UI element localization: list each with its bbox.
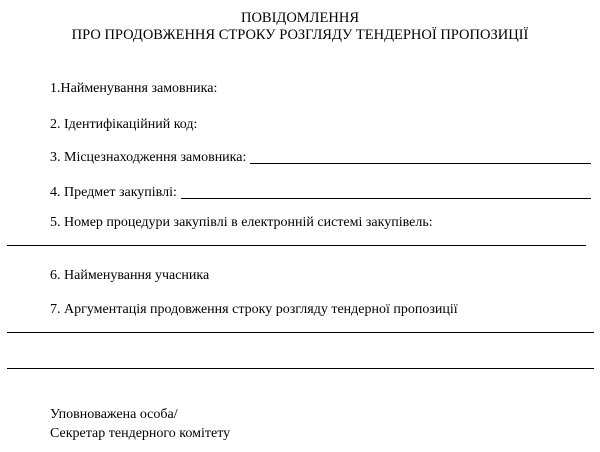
field-identification-code-label: 2. Ідентифікаційний код: <box>50 117 198 132</box>
field-procurement-subject-label: 4. Предмет закупівлі: <box>50 185 177 200</box>
field-customer-name-label: 1.Найменування замовника: <box>50 81 218 96</box>
field-participant-name-label: 6. Найменування учасника <box>50 268 210 283</box>
signature-role-line1: Уповноважена особа/ <box>50 407 178 422</box>
field-extension-reasoning-line-2 <box>7 368 594 369</box>
signature-role-line2: Секретар тендерного комітету <box>50 426 231 441</box>
field-procurement-subject <box>50 185 591 201</box>
field-extension-reasoning-label: 7. Аргументація продовження строку розгляду тендерної пропозиції <box>50 302 458 317</box>
field-customer-location-line <box>250 163 591 164</box>
document-title: ПОВІДОМЛЕННЯ <box>240 10 359 26</box>
field-customer-location <box>50 150 591 166</box>
field-procedure-number-label: 5. Номер процедури закупівлі в електронній системі закупівель: <box>50 215 433 230</box>
field-customer-location-label: 3. Місцезнаходження замовника: <box>50 150 247 165</box>
field-procedure-number-line <box>7 245 586 246</box>
field-procurement-subject-line <box>181 198 591 199</box>
document-subtitle: ПРО ПРОДОВЖЕННЯ СТРОКУ РОЗГЛЯДУ ТЕНДЕРНОЇ ПРОПОЗИЦІЇ <box>71 27 529 43</box>
field-extension-reasoning-line-1 <box>7 332 594 333</box>
